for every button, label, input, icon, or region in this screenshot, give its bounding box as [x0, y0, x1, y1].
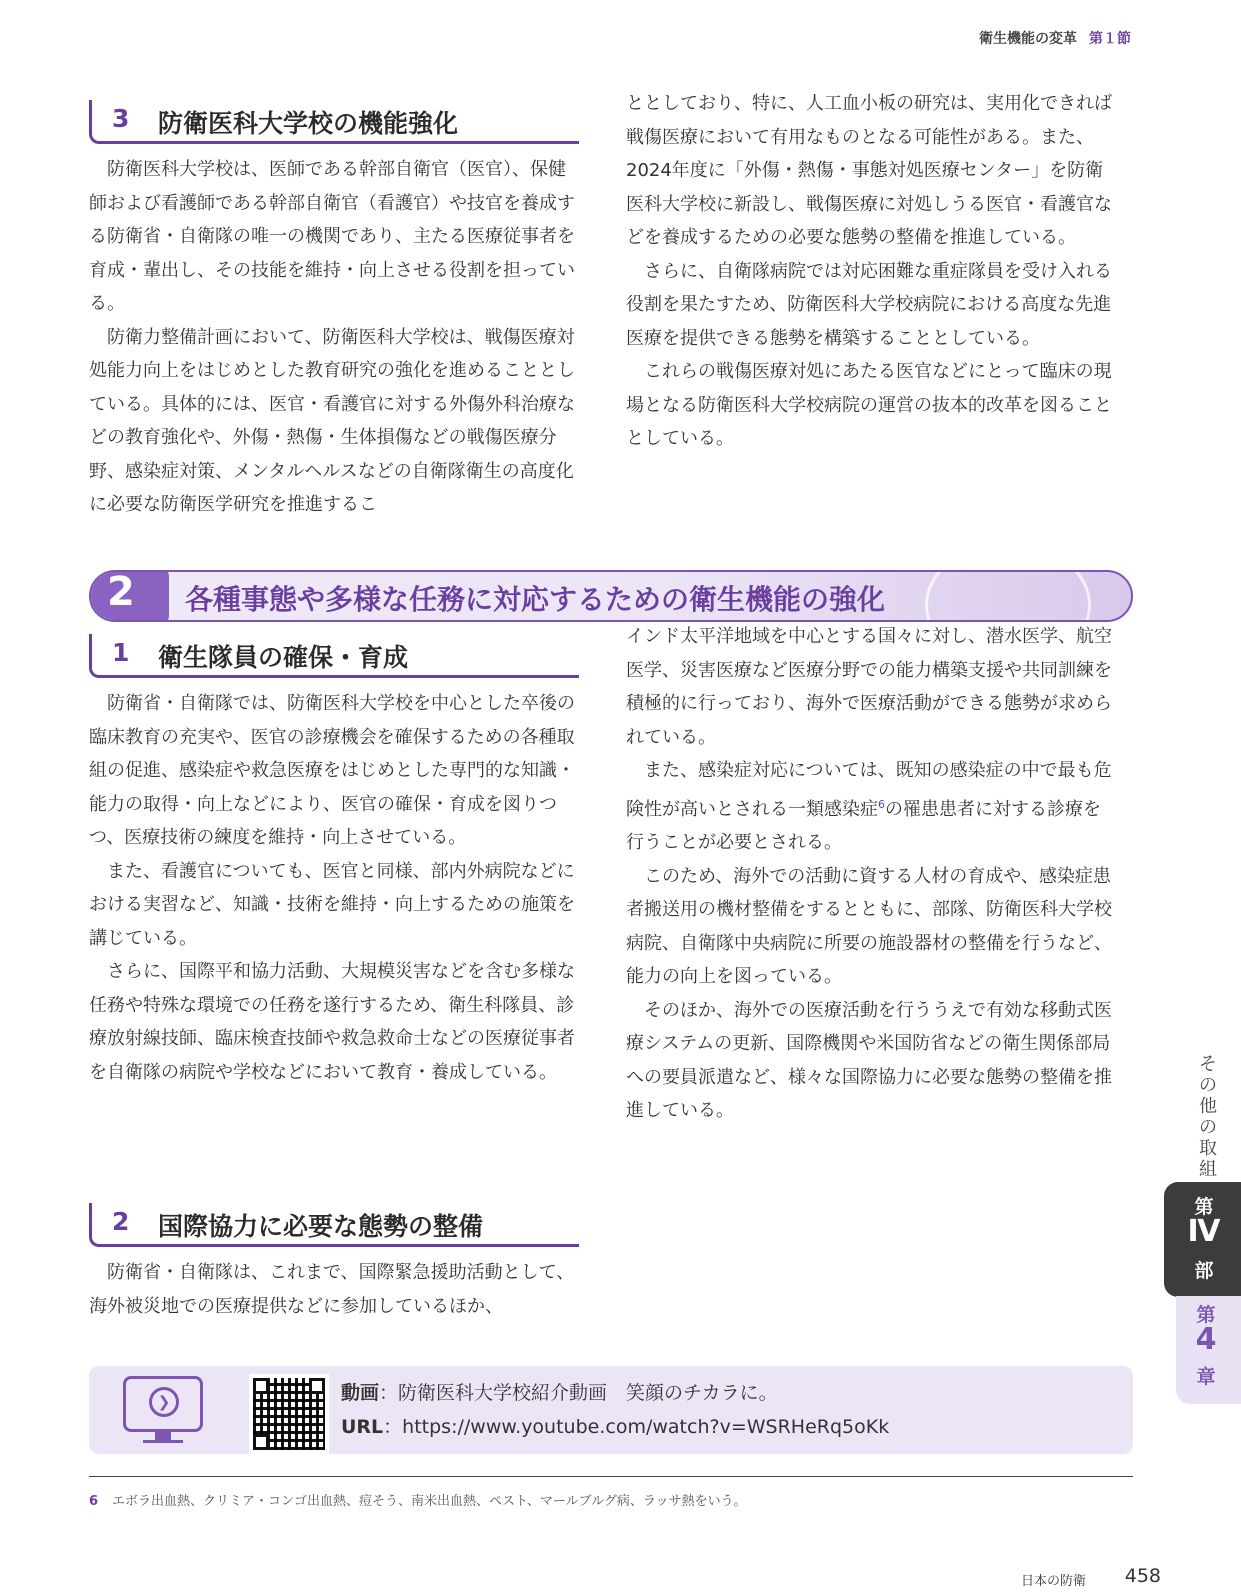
banner-number-disc: [89, 570, 169, 622]
part-tab-top: 第: [1194, 1196, 1214, 1218]
video-label: 動画: [341, 1382, 380, 1404]
subsection-2-column: [89, 1256, 579, 1323]
subsection-2-right-column: [626, 620, 1116, 1128]
section-3-heading: [89, 100, 579, 144]
paragraph-text: また、感染症対応については、既知の感染症の中で最も危険性が高いとされる一類感染症: [626, 760, 1112, 820]
paragraph: 防衛力整備計画において、防衛医科大学校は、戦傷医療対処能力向上をはじめとした教育研究の強化を進めることとしている。具体的には、医官・看護官に対する外傷外科治療などの教育強化や、外傷・熱傷・生体損傷などの戦傷医療分野、感染症対策、メンタルヘルスなどの自衛隊衛生の高度化に必要な防衛医学研究を推進するこ: [89, 326, 575, 515]
play-icon: ❯: [149, 1387, 179, 1417]
video-title-line: [341, 1378, 778, 1405]
subsection-1-title: 衛生隊員の確保・育成: [158, 643, 409, 672]
chapter-tab-top: 第: [1196, 1304, 1216, 1326]
paragraph: インド太平洋地域を中心とする国々に対し、潜水医学、航空医学、災害医療など医療分野での能力構築支援や共同訓練を積極的に行っており、海外で医療活動ができる態勢が求められている。: [626, 626, 1112, 748]
section-3-right-column: [626, 87, 1116, 456]
qr-code[interactable]: [249, 1374, 329, 1454]
part-tab[interactable]: [1164, 1182, 1241, 1297]
url-label: URL: [341, 1416, 384, 1438]
footnote: [89, 1490, 747, 1509]
qr-finder: [309, 1378, 325, 1394]
banner-swoosh-decoration: [925, 570, 1091, 622]
monitor-stand: [155, 1432, 171, 1440]
subsection-2-number: 2: [112, 1207, 130, 1236]
banner-title: 各種事態や多様な任務に対応するための衛生機能の強化: [185, 583, 886, 616]
paragraph: 防衛省・自衛隊では、防衛医科大学校を中心とした卒後の臨床教育の充実や、医官の診療機会を確保するための各種取組の促進、感染症や救急医療をはじめとした専門的な知識・能力の取得・向上などにより、医官の確保・育成を図りつつ、医療技術の練度を維持・向上させている。: [89, 693, 575, 848]
chapter-tab[interactable]: [1176, 1296, 1241, 1404]
paragraph: さらに、国際平和協力活動、大規模災害などを含む多様な任務や特殊な環境での任務を遂行するため、衛生科隊員、診療放射線技師、臨床検査技師や救急救命士などの医療従事者を自衛隊の病院や学校などにおいて教育・養成している。: [89, 961, 575, 1083]
video-url-link[interactable]: ：https://www.youtube.com/watch?v=WSRHeRq5oKk: [383, 1416, 890, 1438]
subsection-1-column: [89, 687, 579, 1089]
paragraph: ととしており、特に、人工血小板の研究は、実用化できれば戦傷医療において有用なものとなる可能性がある。また、2024年度に「外傷・熱傷・事態対処医療センター」を防衛医科大学校に新設し、戦傷医療に対処しうる医官・看護官などを養成するための必要な態勢の整備を推進している。: [626, 93, 1112, 248]
header-section: 第１節: [1089, 31, 1131, 47]
qr-finder: [253, 1378, 269, 1394]
subsection-1-heading: [89, 634, 579, 678]
paragraph: そのほか、海外での医療活動を行ううえで有効な移動式医療システムの更新、国際機関や米国防省などの衛生関係部局への要員派遣など、様々な国際協力に必要な態勢の整備を推進している。: [626, 999, 1112, 1121]
video-info-box: [89, 1366, 1133, 1454]
qr-finder: [253, 1434, 269, 1450]
footnote-text: エボラ出血熱、クリミア・コンゴ出血熱、痘そう、南米出血熱、ペスト、マールブルグ病、ラッサ熱をいう。: [112, 1494, 747, 1509]
footnote-divider: [89, 1476, 1133, 1477]
section-3-number: 3: [112, 104, 130, 133]
paragraph: また、看護官についても、医官と同様、部内外病院などにおける実習など、知識・技術を維持・向上するための施策を講じている。: [89, 860, 575, 949]
paragraph: これらの戦傷医療対処にあたる医官などにとって臨床の現場となる防衛医科大学校病院の運営の抜本的改革を図ることとしている。: [626, 361, 1112, 449]
subsection-2-heading: [89, 1203, 579, 1247]
subsection-1-number: 1: [112, 638, 130, 667]
section-3-left-column: [89, 153, 579, 522]
paragraph: このため、海外での活動に資する人材の育成や、感染症患者搬送用の機材整備をするとともに、部隊、防衛医科大学校病院、自衛隊中央病院に所要の施設器材の整備を行うなど、能力の向上を図っている。: [626, 865, 1112, 987]
video-title: ：防衛医科大学校紹介動画 笑顔のチカラに。: [379, 1382, 778, 1404]
part-tab-bottom: 部: [1194, 1260, 1214, 1282]
paragraph-text: の罹患患者に対する診療を行うことが必要とされる。: [626, 798, 1101, 853]
paragraph: 防衛医科大学校は、医師である幹部自衛官（医官）、保健師および看護師である幹部自衛官（看護官）や技官を養成する防衛省・自衛隊の唯一の機関であり、主たる医療従事者を育成・輩出し、その技能を維持・向上させる役割を担っている。: [89, 159, 575, 314]
part-tab-number: Ⅳ: [1187, 1214, 1221, 1249]
running-header: [979, 28, 1131, 48]
paragraph: 防衛省・自衛隊は、これまで、国際緊急援助活動として、海外被災地での医療提供などに参加しているほか、: [89, 1262, 575, 1317]
page-number: 458: [1124, 1565, 1161, 1587]
chapter-tab-bottom: 章: [1196, 1366, 1216, 1388]
video-monitor-icon: [123, 1376, 203, 1432]
footnote-ref[interactable]: 6: [878, 797, 885, 811]
footnote-number: 6: [89, 1494, 99, 1509]
side-vertical-label: その他の取組: [1199, 1054, 1217, 1180]
footer-label: 日本の防衛: [1020, 1574, 1086, 1589]
section-banner: [89, 570, 1133, 622]
monitor-base: [143, 1440, 183, 1443]
video-url-line: [341, 1412, 889, 1439]
banner-number: 2: [107, 570, 135, 615]
paragraph: さらに、自衛隊病院では対応困難な重症隊員を受け入れる役割を果たすため、防衛医科大学校病院における高度な先進医療を提供できる態勢を構築することとしている。: [626, 260, 1112, 349]
chapter-tab-number: 4: [1195, 1322, 1217, 1357]
subsection-2-title: 国際協力に必要な態勢の整備: [158, 1212, 484, 1241]
header-topic: 衛生機能の変革: [979, 31, 1077, 47]
section-3-title: 防衛医科大学校の機能強化: [158, 109, 459, 138]
paragraph: [626, 754, 1116, 860]
